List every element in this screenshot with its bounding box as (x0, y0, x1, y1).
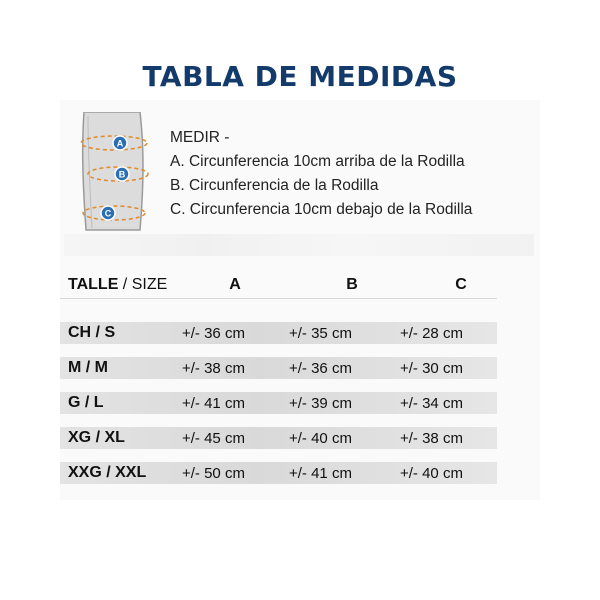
svg-text:B: B (118, 169, 126, 180)
instruction-c: C. Circunferencia 10cm debajo de la Rodilla (170, 201, 473, 218)
table-row (60, 392, 497, 414)
value-cell-b: +/- 39 cm (289, 395, 352, 412)
faded-band (64, 234, 534, 256)
value-cell-c: +/- 38 cm (400, 430, 463, 447)
size-cell: M / M (68, 359, 108, 376)
value-cell-c: +/- 30 cm (400, 360, 463, 377)
value-cell-c: +/- 28 cm (400, 325, 463, 342)
size-column-header: TALLE / SIZE (68, 276, 168, 293)
value-cell-c: +/- 34 cm (400, 395, 463, 412)
column-header-c: C (455, 276, 467, 293)
value-cell-b: +/- 40 cm (289, 430, 352, 447)
table-row (60, 357, 497, 379)
instruction-a: A. Circunferencia 10cm arriba de la Rodilla (170, 153, 465, 170)
knee-diagram (78, 112, 158, 232)
value-cell-a: +/- 41 cm (182, 395, 245, 412)
marker-a-icon (113, 136, 127, 150)
size-cell: XG / XL (68, 429, 125, 446)
size-cell: XXG / XXL (68, 464, 147, 481)
table-header (60, 272, 497, 299)
svg-text:A: A (116, 138, 124, 149)
marker-b-icon (115, 167, 129, 181)
measurement-instructions (170, 126, 472, 222)
value-cell-b: +/- 35 cm (289, 325, 352, 342)
value-cell-a: +/- 45 cm (182, 430, 245, 447)
size-cell: G / L (68, 394, 104, 411)
svg-text:C: C (104, 208, 112, 219)
table-row (60, 322, 497, 344)
column-header-a: A (229, 276, 241, 293)
value-cell-a: +/- 50 cm (182, 465, 245, 482)
instruction-b: B. Circunferencia de la Rodilla (170, 177, 379, 194)
value-cell-b: +/- 36 cm (289, 360, 352, 377)
marker-c-icon (101, 206, 115, 220)
value-cell-b: +/- 41 cm (289, 465, 352, 482)
value-cell-c: +/- 40 cm (400, 465, 463, 482)
page-title: TABLA DE MEDIDAS (142, 60, 458, 93)
size-cell: CH / S (68, 324, 116, 341)
table-row (60, 427, 497, 449)
column-header-b: B (346, 276, 358, 293)
value-cell-a: +/- 36 cm (182, 325, 245, 342)
instructions-heading: MEDIR - (170, 129, 230, 146)
table-row (60, 462, 497, 484)
value-cell-a: +/- 38 cm (182, 360, 245, 377)
